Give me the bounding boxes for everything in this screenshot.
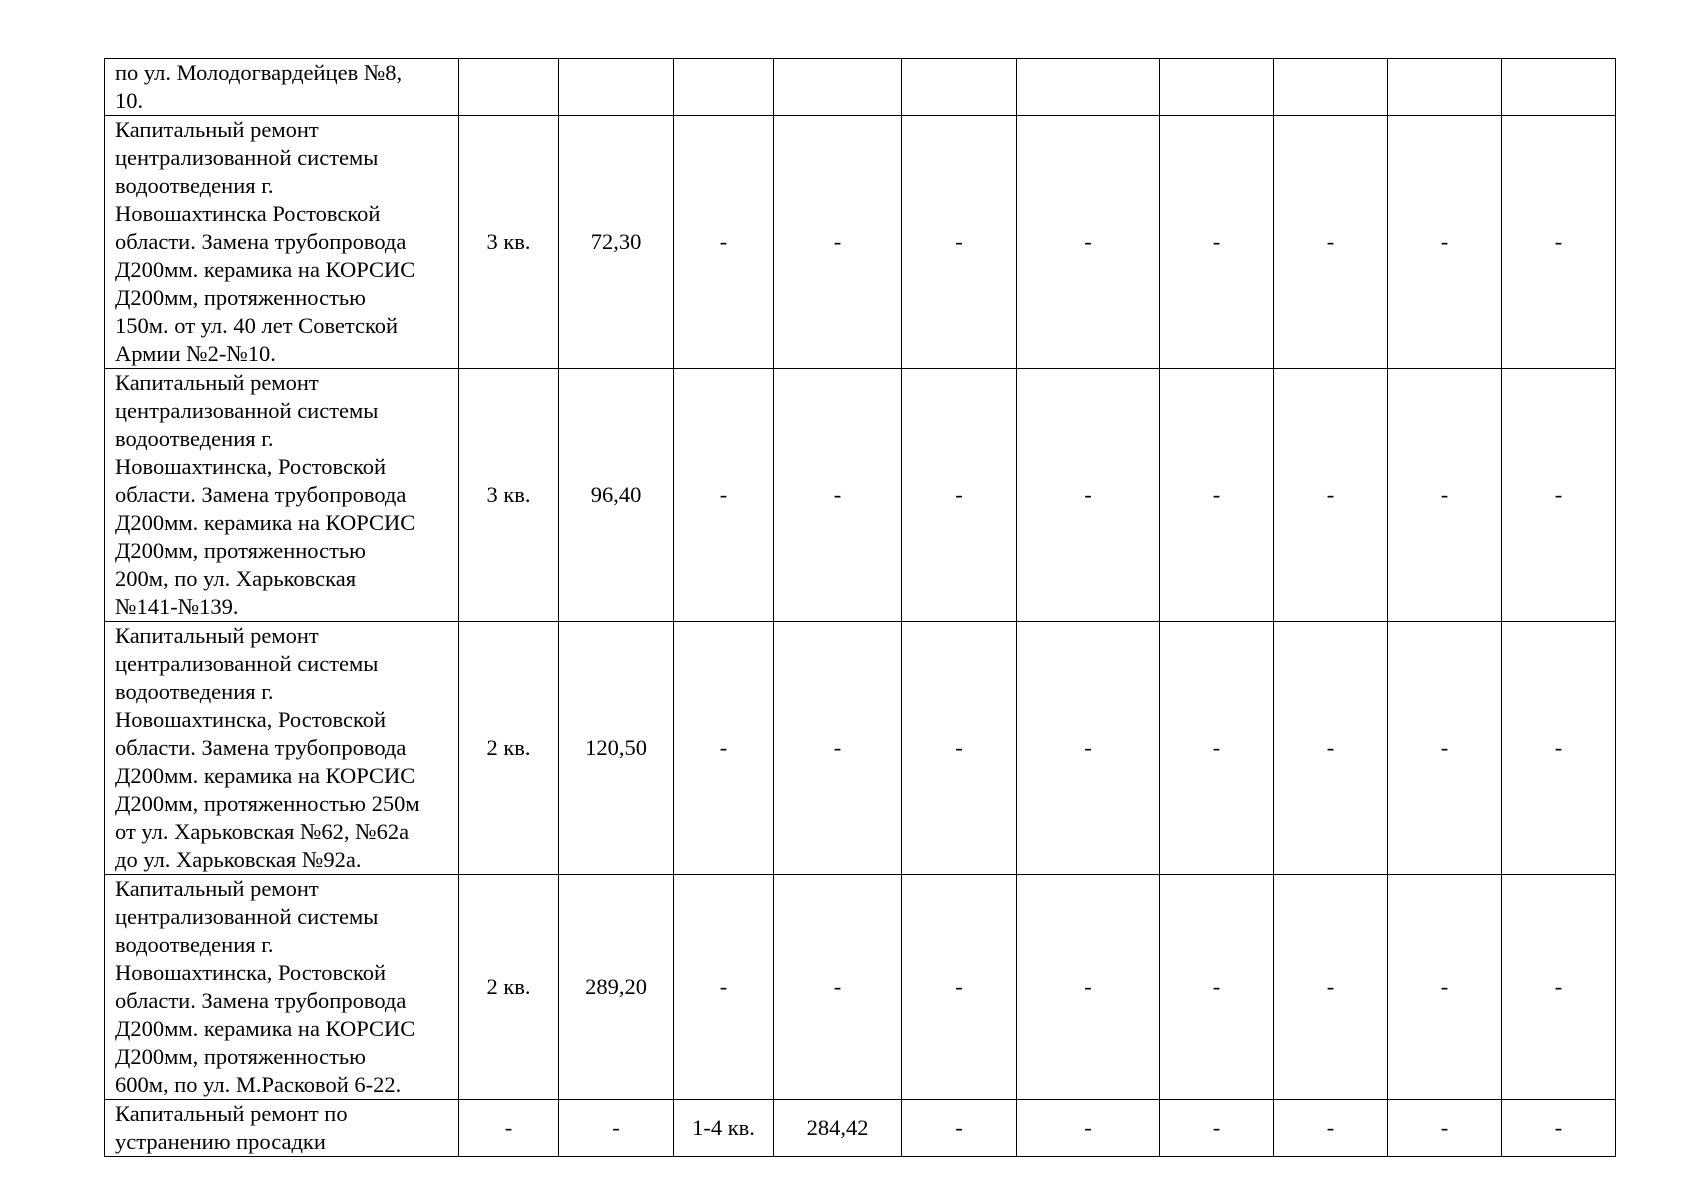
table-cell: - <box>902 875 1017 1100</box>
table-cell: - <box>902 116 1017 369</box>
table-cell <box>1274 59 1388 116</box>
table-row <box>105 59 1616 116</box>
table-cell: - <box>1502 875 1616 1100</box>
table-cell <box>902 59 1017 116</box>
quarter-cell: 2 кв. <box>459 875 559 1100</box>
table-cell: - <box>1502 622 1616 875</box>
table-cell: - <box>1388 622 1502 875</box>
quarter-cell: 1-4 кв. <box>674 1100 774 1157</box>
table-cell: - <box>459 1100 559 1157</box>
table-cell: - <box>1274 622 1388 875</box>
table-cell: - <box>1388 1100 1502 1157</box>
amount-cell: 96,40 <box>559 369 674 622</box>
table-cell: - <box>1017 116 1160 369</box>
table-cell: - <box>1274 369 1388 622</box>
work-description-cell: по ул. Молодогвардейцев №8, 10. <box>105 59 459 116</box>
work-description-cell: Капитальный ремонт централизованной системы водоотведения г. Новошахтинска, Ростовской области. Замена трубопровода Д200мм. керамика на КОРСИС Д200мм, протяженностью 600м, по ул. М.Расковой 6-22. <box>105 875 459 1100</box>
table-cell: - <box>1502 1100 1616 1157</box>
table-cell <box>559 59 674 116</box>
table-cell: - <box>1017 622 1160 875</box>
table-cell: - <box>674 369 774 622</box>
table-cell: - <box>674 116 774 369</box>
table-cell: - <box>1274 875 1388 1100</box>
table-cell: - <box>1274 1100 1388 1157</box>
table-cell <box>674 59 774 116</box>
work-description-cell: Капитальный ремонт по устранению просадки <box>105 1100 459 1157</box>
investment-program-table <box>104 58 1616 1157</box>
table-cell: - <box>1502 369 1616 622</box>
table-cell <box>1502 59 1616 116</box>
table-cell: - <box>774 369 902 622</box>
amount-cell: 120,50 <box>559 622 674 875</box>
table-cell: - <box>1017 369 1160 622</box>
table-cell: - <box>902 369 1017 622</box>
work-description-cell: Капитальный ремонт централизованной системы водоотведения г. Новошахтинска Ростовской области. Замена трубопровода Д200мм. керамика на КОРСИС Д200мм, протяженностью 150м. от ул. 40 лет Советской Армии №2-№10. <box>105 116 459 369</box>
table-cell: - <box>1160 875 1274 1100</box>
table-cell: - <box>559 1100 674 1157</box>
table-cell: - <box>1274 116 1388 369</box>
amount-cell: 289,20 <box>559 875 674 1100</box>
table-row <box>105 369 1616 622</box>
table-cell: - <box>1160 369 1274 622</box>
table-row <box>105 622 1616 875</box>
table-cell: - <box>1388 369 1502 622</box>
table-cell: - <box>674 875 774 1100</box>
amount-cell: 284,42 <box>774 1100 902 1157</box>
table-cell <box>1017 59 1160 116</box>
table-cell: - <box>774 116 902 369</box>
table-cell <box>774 59 902 116</box>
table-cell: - <box>1017 875 1160 1100</box>
table-cell: - <box>774 875 902 1100</box>
table-cell: - <box>774 622 902 875</box>
amount-cell: 72,30 <box>559 116 674 369</box>
quarter-cell: 2 кв. <box>459 622 559 875</box>
table-cell: - <box>1160 622 1274 875</box>
quarter-cell: 3 кв. <box>459 116 559 369</box>
document-page <box>104 58 1612 1157</box>
table-cell <box>1160 59 1274 116</box>
quarter-cell: 3 кв. <box>459 369 559 622</box>
table-cell: - <box>674 622 774 875</box>
table-cell <box>459 59 559 116</box>
table-cell <box>1388 59 1502 116</box>
table-cell: - <box>1388 116 1502 369</box>
table-cell: - <box>1502 116 1616 369</box>
table-row <box>105 116 1616 369</box>
work-description-cell: Капитальный ремонт централизованной системы водоотведения г. Новошахтинска, Ростовской области. Замена трубопровода Д200мм. керамика на КОРСИС Д200мм, протяженностью 250м от ул. Харьковская №62, №62а до ул. Харьковская №92а. <box>105 622 459 875</box>
table-cell: - <box>1017 1100 1160 1157</box>
table-cell: - <box>1388 875 1502 1100</box>
table-cell: - <box>902 622 1017 875</box>
table-row <box>105 1100 1616 1157</box>
table-cell: - <box>1160 116 1274 369</box>
table-row <box>105 875 1616 1100</box>
table-cell: - <box>902 1100 1017 1157</box>
work-description-cell: Капитальный ремонт централизованной системы водоотведения г. Новошахтинска, Ростовской области. Замена трубопровода Д200мм. керамика на КОРСИС Д200мм, протяженностью 200м, по ул. Харьковская №141-№139. <box>105 369 459 622</box>
table-cell: - <box>1160 1100 1274 1157</box>
